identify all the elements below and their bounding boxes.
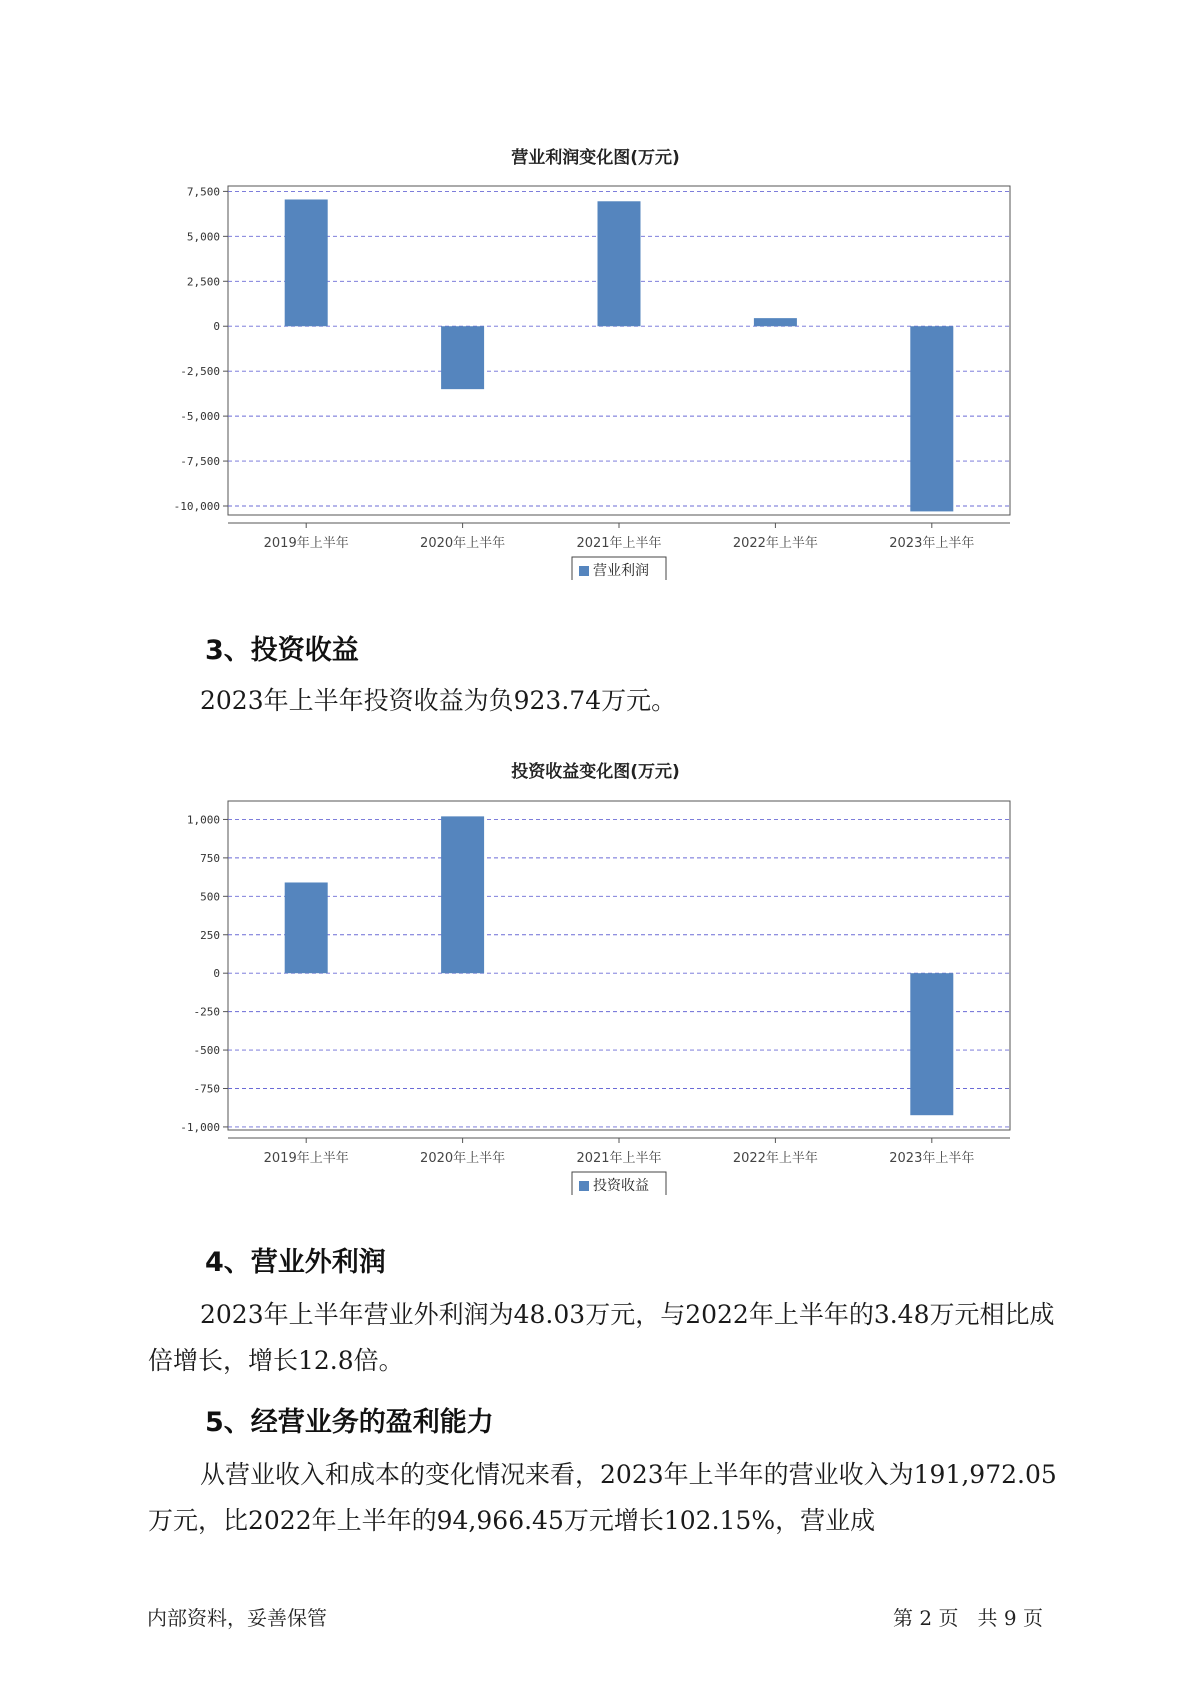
y-tick-label: 0 [213, 320, 220, 334]
y-tick-label: -250 [193, 1005, 220, 1019]
x-tick-label: 2023年上半年 [889, 1151, 975, 1166]
footer-confidential: 内部资料，妥善保管 [147, 1606, 327, 1630]
legend-label: 营业利润 [593, 563, 649, 579]
bar [441, 816, 484, 973]
x-tick-label: 2020年上半年 [420, 536, 506, 551]
bar [285, 199, 328, 326]
section-5-heading: 5、经营业务的盈利能力 [205, 1407, 494, 1438]
chart-title: 投资收益变化图(万元) [511, 762, 680, 782]
bar [598, 201, 641, 326]
y-tick-label: -500 [193, 1044, 220, 1058]
y-tick-label: -1,000 [180, 1120, 220, 1134]
y-tick-label: -5,000 [180, 410, 220, 424]
y-tick-label: -750 [193, 1082, 220, 1096]
section-4-heading: 4、营业外利润 [205, 1247, 386, 1278]
section-5-text: 从营业收入和成本的变化情况来看，2023年上半年的营业收入为191,972.05万元，比2022年上半年的94,966.45万元增长102.15%，营业成 [148, 1460, 1057, 1535]
bar [285, 882, 328, 973]
y-tick-label: 250 [200, 928, 220, 942]
y-tick-label: 7,500 [186, 185, 220, 199]
section-4-text: 2023年上半年营业外利润为48.03万元，与2022年上半年的3.48万元相比成倍增长，增长12.8倍。 [148, 1300, 1055, 1375]
bar [910, 973, 953, 1115]
chart-title: 营业利润变化图(万元) [511, 148, 680, 168]
plot-area [228, 801, 1010, 1130]
x-tick-label: 2023年上半年 [889, 536, 975, 551]
section-3-heading: 3、投资收益 [205, 635, 359, 666]
legend-swatch [579, 1181, 589, 1191]
bar [441, 326, 484, 389]
x-tick-label: 2021年上半年 [576, 1151, 662, 1166]
bar [754, 318, 797, 326]
y-tick-label: 0 [213, 967, 220, 981]
y-tick-label: 1,000 [186, 813, 220, 827]
bar [910, 326, 953, 511]
y-tick-label: -10,000 [173, 500, 220, 514]
y-tick-label: 5,000 [186, 230, 220, 244]
x-tick-label: 2022年上半年 [732, 536, 818, 551]
legend-swatch [579, 566, 589, 576]
section-3-text: 2023年上半年投资收益为负923.74万元。 [200, 686, 677, 715]
investment-income-chart-svg [0, 775, 1191, 1195]
legend-label: 投资收益 [593, 1178, 649, 1194]
x-tick-label: 2021年上半年 [576, 536, 662, 551]
y-tick-label: -7,500 [180, 455, 220, 469]
x-tick-label: 2019年上半年 [263, 536, 349, 551]
y-tick-label: 500 [200, 890, 220, 904]
x-tick-label: 2019年上半年 [263, 1151, 349, 1166]
y-tick-label: -2,500 [180, 365, 220, 379]
x-tick-label: 2020年上半年 [420, 1151, 506, 1166]
operating-profit-chart-svg [0, 160, 1191, 580]
y-tick-label: 750 [200, 851, 220, 865]
footer-page-number: 第 2 页 共 9 页 [893, 1606, 1043, 1630]
y-tick-label: 2,500 [186, 275, 220, 289]
x-tick-label: 2022年上半年 [732, 1151, 818, 1166]
